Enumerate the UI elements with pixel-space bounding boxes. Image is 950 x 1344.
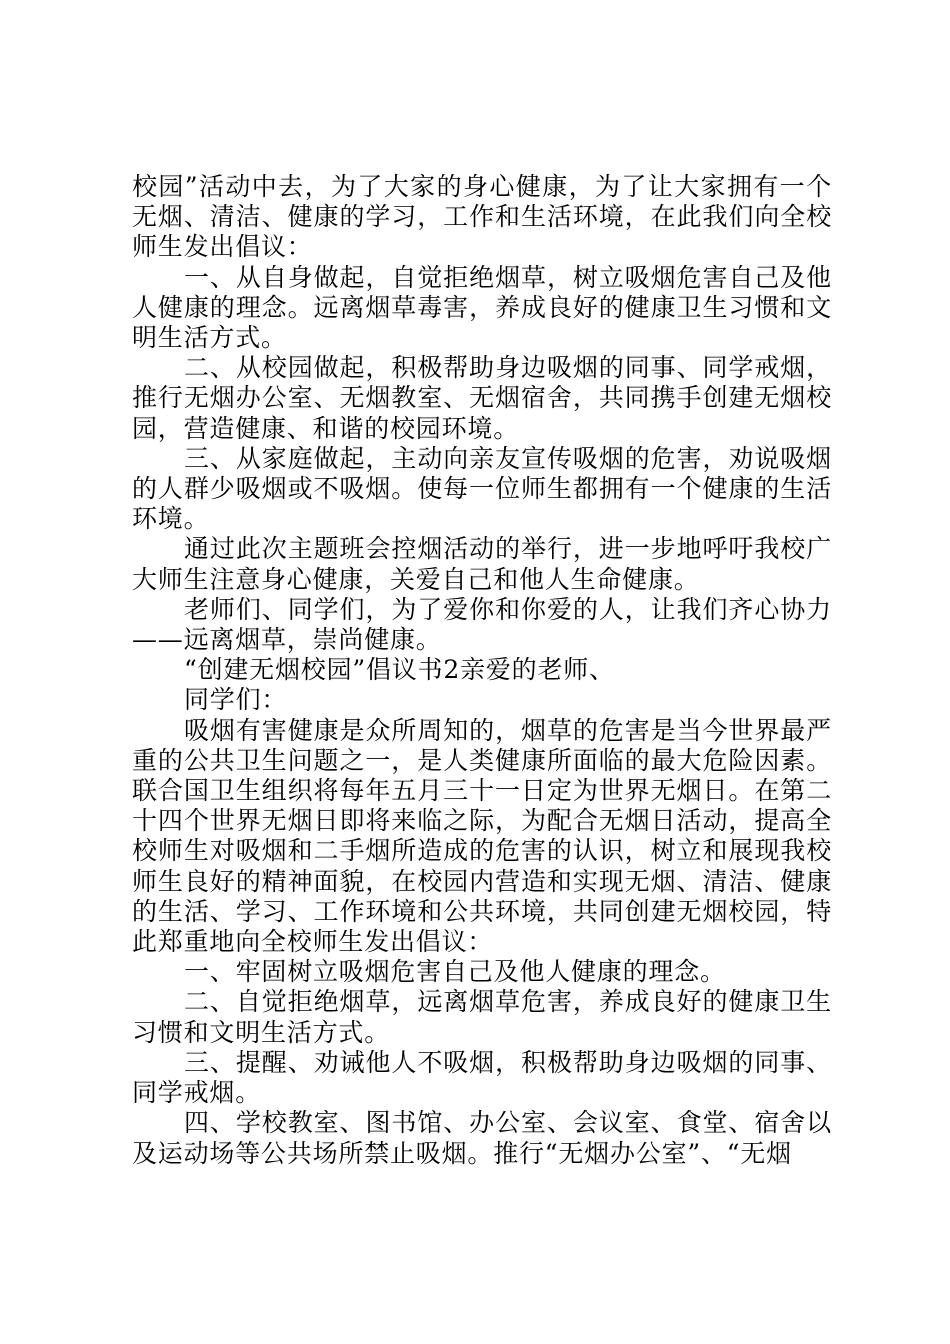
paragraph-proposal-2: 二、从校园做起，积极帮助身边吸烟的同事、同学戒烟，推行无烟办公室、无烟教室、无烟宿舍，共同携手创建无烟校园，营造健康、和谐的校园环境。 (132, 353, 832, 443)
paragraph-item-4: 四、学校教室、图书馆、办公室、会议室、食堂、宿舍以及运动场等公共场所禁止吸烟。推行“无烟办公室”、“无烟 (132, 1108, 832, 1168)
paragraph-proposal-1: 一、从自身做起，自觉拒绝烟草，树立吸烟危害自己及他人健康的理念。远离烟草毒害，养成良好的健康卫生习惯和文明生活方式。 (132, 262, 832, 353)
document-body (132, 172, 832, 1169)
paragraph-summary: 通过此次主题班会控烟活动的举行，进一步地呼吁我校广大师生注意身心健康，关爱自己和他人生命健康。 (132, 534, 832, 594)
paragraph-intro: 吸烟有害健康是众所周知的，烟草的危害是当今世界最严重的公共卫生问题之一，是人类健康所面临的最大危险因素。联合国卫生组织将每年五月三十一日定为世界无烟日。在第二十四个世界无烟日即将来临之际，为配合无烟日活动，提高全校师生对吸烟和二手烟所造成的危害的认识，树立和展现我校师生良好的精神面貌，在校园内营造和实现无烟、清洁、健康的生活、学习、工作环境和公共环境，共同创建无烟校园，特此郑重地向全校师生发出倡议： (132, 715, 832, 957)
paragraph-item-3: 三、提醒、劝诫他人不吸烟，积极帮助身边吸烟的同事、同学戒烟。 (132, 1047, 832, 1108)
paragraph-item-1: 一、牢固树立吸烟危害自己及他人健康的理念。 (184, 957, 726, 987)
paragraph-proposal-3: 三、从家庭做起，主动向亲友宣传吸烟的危害，劝说吸烟的人群少吸烟或不吸烟。使每一位师生都拥有一个健康的生活环境。 (132, 443, 832, 534)
paragraph-second-title: “创建无烟校园”倡议书2亲爱的老师、 (184, 655, 615, 685)
paragraph-salutation: 同学们： (184, 685, 288, 715)
paragraph-continuation: 校园”活动中去，为了大家的身心健康，为了让大家拥有一个无烟、清洁、健康的学习，工作和生活环境，在此我们向全校师生发出倡议： (132, 172, 832, 262)
paragraph-item-2: 二、自觉拒绝烟草，远离烟草危害，养成良好的健康卫生习惯和文明生活方式。 (132, 987, 832, 1047)
paragraph-closing: 老师们、同学们，为了爱你和你爱的人，让我们齐心协力——远离烟草，崇尚健康。 (132, 594, 832, 655)
